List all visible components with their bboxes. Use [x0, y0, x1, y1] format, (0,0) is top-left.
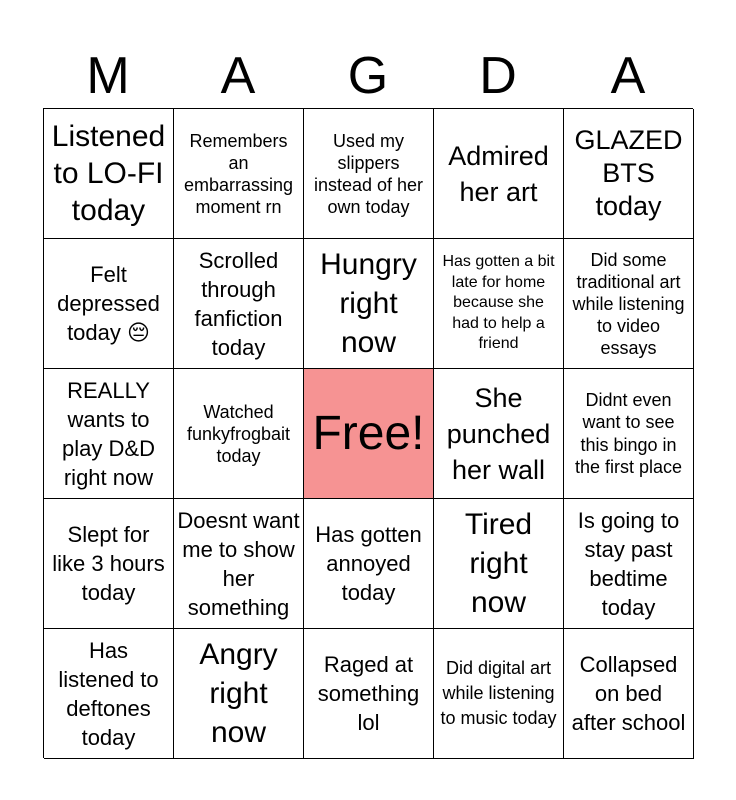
bingo-cell-r1c5[interactable] — [564, 109, 694, 239]
cell-text: She punched her wall — [446, 382, 551, 485]
bingo-cell-r2c3[interactable] — [304, 239, 434, 369]
cell-text: Is going to stay past bedtime today — [577, 507, 680, 620]
cell-text: Slept for like 3 hours today — [52, 522, 165, 605]
free-space-cell[interactable] — [304, 369, 434, 499]
free-space-label: Free! — [312, 406, 425, 460]
cell-text: Collapsed on bed after school — [571, 652, 686, 735]
bingo-grid — [43, 108, 693, 758]
bingo-cell-r1c1[interactable] — [44, 109, 174, 239]
header-letter-g: G — [347, 47, 389, 105]
cell-text: Remembers an embarrassing moment rn — [183, 130, 294, 217]
cell-text: Scrolled through fanfiction today — [194, 247, 283, 360]
bingo-cell-r5c3[interactable] — [304, 629, 434, 759]
bingo-cell-r5c2[interactable] — [174, 629, 304, 759]
bingo-cell-r3c2[interactable] — [174, 369, 304, 499]
bingo-cell-r3c4[interactable] — [434, 369, 564, 499]
cell-text: Raged at something lol — [317, 652, 420, 735]
bingo-header — [43, 44, 693, 108]
bingo-cell-r4c5[interactable] — [564, 499, 694, 629]
bingo-cell-r1c4[interactable] — [434, 109, 564, 239]
cell-text: Did digital art while listening to music today — [440, 658, 557, 728]
bingo-cell-r2c1[interactable] — [44, 239, 174, 369]
bingo-cell-r2c4[interactable] — [434, 239, 564, 369]
bingo-cell-r1c3[interactable] — [304, 109, 434, 239]
bingo-cell-r5c4[interactable] — [434, 629, 564, 759]
cell-text: REALLY wants to play D&D right now — [62, 377, 155, 490]
bingo-cell-r3c1[interactable] — [44, 369, 174, 499]
cell-text: GLAZED BTS today — [574, 125, 683, 221]
bingo-cell-r4c4[interactable] — [434, 499, 564, 629]
cell-text: Admired her art — [448, 140, 549, 207]
cell-text: Tired right now — [464, 508, 533, 619]
bingo-cell-r4c2[interactable] — [174, 499, 304, 629]
cell-text: Felt depressed today 😔 — [57, 262, 160, 345]
cell-text: Did some traditional art while listening to video essays — [572, 249, 685, 358]
cell-text: Watched funkyfrogbait today — [186, 401, 291, 466]
bingo-cell-r3c5[interactable] — [564, 369, 694, 499]
cell-text: Listened to LO-FI today — [51, 120, 166, 227]
cell-text: Hungry right now — [320, 248, 417, 359]
bingo-cell-r1c2[interactable] — [174, 109, 304, 239]
cell-text: Used my slippers instead of her own today — [313, 130, 424, 217]
header-letter-d: D — [479, 47, 517, 105]
cell-text: Angry right now — [199, 638, 278, 749]
cell-text: Has gotten annoyed today — [315, 522, 422, 605]
bingo-cell-r2c5[interactable] — [564, 239, 694, 369]
cell-text: Has listened to deftones today — [58, 637, 159, 750]
bingo-cell-r4c1[interactable] — [44, 499, 174, 629]
bingo-cell-r5c5[interactable] — [564, 629, 694, 759]
header-letter-m: M — [86, 47, 130, 105]
cell-text: Has gotten a bit late for home because she had to help a friend — [442, 253, 555, 353]
header-letter-a2: A — [610, 47, 646, 105]
cell-text: Didnt even want to see this bingo in the first place — [574, 389, 683, 477]
cell-text: Doesnt want me to show her something — [177, 507, 300, 620]
header-letter-a1: A — [220, 47, 256, 105]
bingo-cell-r2c2[interactable] — [174, 239, 304, 369]
bingo-cell-r4c3[interactable] — [304, 499, 434, 629]
bingo-cell-r5c1[interactable] — [44, 629, 174, 759]
